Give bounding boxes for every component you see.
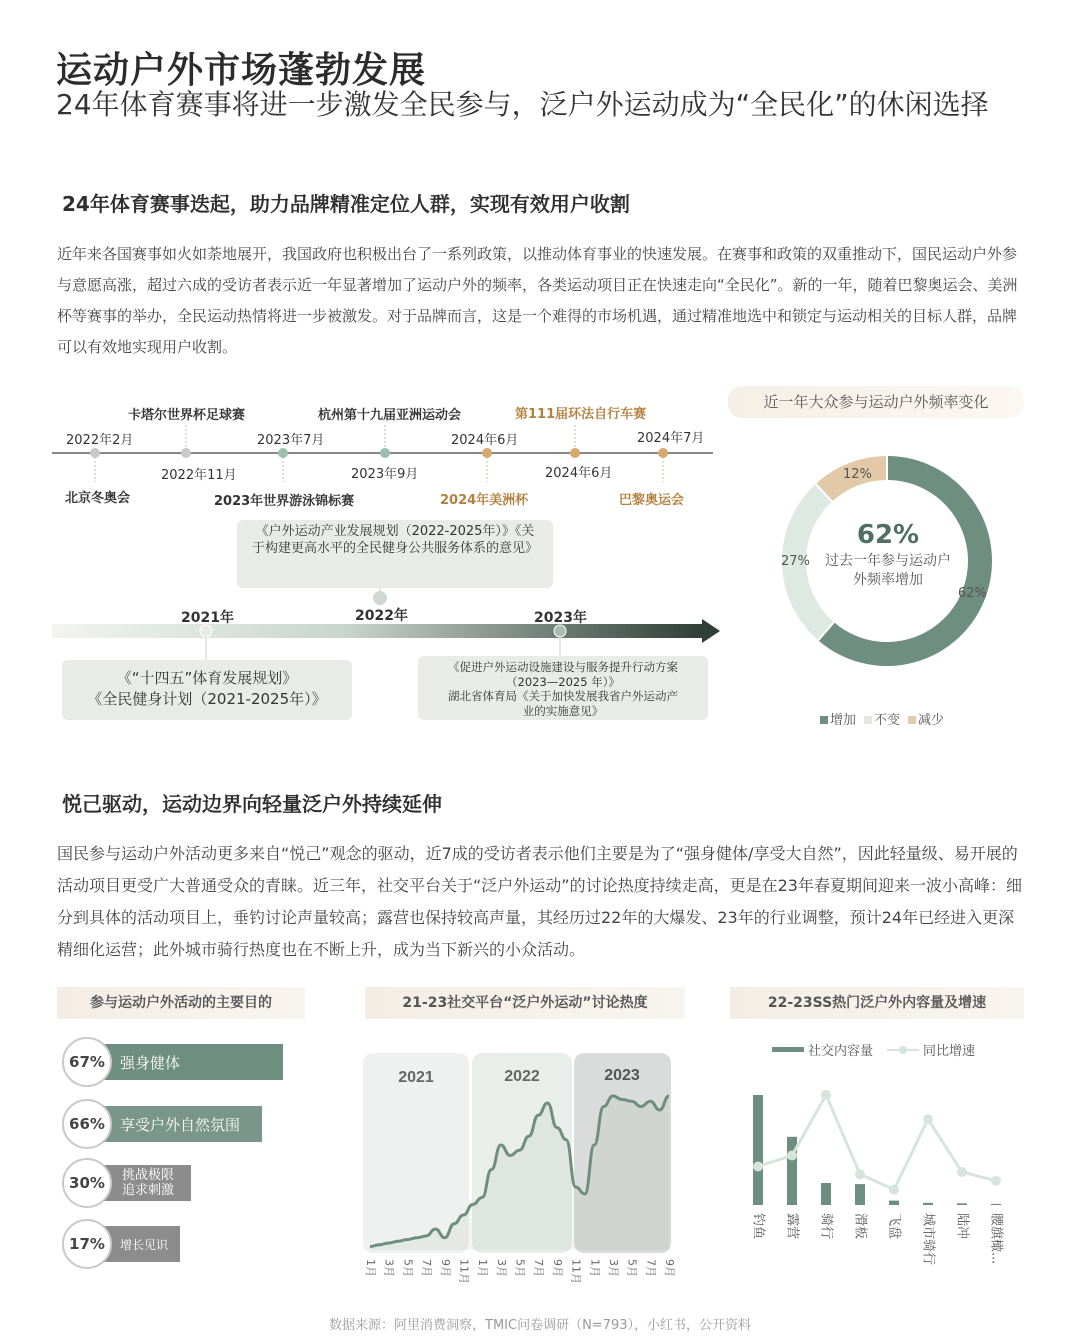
heat-month-label: 7月 (420, 1259, 434, 1277)
legend-growth-swatch (887, 1049, 919, 1051)
heat-month-label: 5月 (513, 1259, 527, 1277)
content-growth-point (957, 1167, 967, 1177)
event-date-asian-games: 2023年9月 (351, 467, 419, 482)
content-category-label: 腰旗橄... (988, 1213, 1004, 1265)
event-name-copa: 2024年美洲杯 (440, 493, 529, 508)
content-bar (957, 1203, 967, 1205)
content-category-label: 露营 (784, 1213, 800, 1240)
legend-volume-swatch (772, 1047, 804, 1052)
content-growth-point (787, 1151, 797, 1161)
heat-month-label: 1月 (476, 1259, 490, 1277)
content-bar (753, 1095, 763, 1205)
content-title: 22-23SS热门泛户外内容量及增速 (730, 987, 1024, 1019)
event-name-swim: 2023年世界游泳锦标赛 (214, 494, 355, 509)
year-2022: 2022年 (355, 608, 408, 624)
event-date-paris: 2024年7月 (637, 431, 705, 446)
purpose-bar-2 (92, 1106, 262, 1142)
section2-paragraph: 国民参与运动户外活动更多来自“悦己”观念的驱动，近7成的受访者表示他们主要是为了“强身健体/享受大自然”，因此轻量级、易开展的活动项目更受广大普通受众的青睐。近三年，社交平台关于“泛户外运动”的讨论热度持续走高，更是在23年春夏期间迎来一波小高峰：细分到具体的活动项目上，垂钓讨论声量较高；露营也保持较高声量，其经历过22年的大爆发、23年的行业调整，预计24年已经进入更深精细化运营；此外城市骑行热度也在不断上升，成为当下新兴的小众活动。 (57, 844, 1022, 959)
purpose-bar-3-label: 挑战极限 追求刺激 (122, 1168, 175, 1198)
purpose-bar-1 (92, 1044, 283, 1080)
heat-month-label: 3月 (382, 1259, 396, 1277)
event-name-tour-de-france: 第111届环法自行车赛 (515, 407, 647, 422)
content-growth-point (855, 1169, 865, 1179)
event-date-tour-de-france: 2024年6月 (545, 466, 613, 481)
content-bar (991, 1204, 1001, 1205)
heat-year-2022: 2022 (504, 1068, 540, 1085)
content-growth-point (821, 1090, 831, 1100)
donut-center-value: 62% (856, 520, 920, 550)
heat-month-label: 9月 (550, 1259, 564, 1277)
purpose-pct-1: 67% (62, 1037, 112, 1087)
heat-month-label: 11月 (457, 1259, 471, 1284)
heat-month-label: 7月 (644, 1259, 658, 1277)
donut-center (820, 520, 956, 590)
event-date-swim: 2023年7月 (257, 433, 325, 448)
event-name-qatar: 卡塔尔世界杯足球赛 (128, 408, 246, 423)
event-name-asian-games: 杭州第十九届亚洲运动会 (318, 408, 462, 423)
heat-month-label: 9月 (663, 1259, 676, 1277)
heat-year-2023: 2023 (604, 1067, 640, 1084)
heat-month-label: 1月 (588, 1259, 602, 1277)
content-category-label: 城市骑行 (920, 1213, 936, 1266)
policy-2023-line3: 湖北省体育局《关于加快发展我省户外运动产 (448, 689, 678, 703)
content-bar (855, 1184, 865, 1205)
heat-month-label: 5月 (625, 1259, 639, 1277)
legend-decrease-swatch (908, 716, 916, 724)
heat-month-label: 11月 (569, 1259, 583, 1284)
data-source: 数据来源：阿里消费洞察，TMIC问卷调研（N=793），小红书，公开资料 (329, 1318, 751, 1333)
content-growth-point (889, 1185, 899, 1195)
content-category-label: 骑行 (818, 1213, 834, 1240)
heat-chart (360, 1045, 680, 1285)
event-name-paris: 巴黎奥运会 (619, 493, 685, 508)
event-date-copa: 2024年6月 (451, 433, 519, 448)
legend-decrease-label: 减少 (918, 713, 945, 728)
content-legend (772, 1040, 975, 1059)
heat-title: 21-23社交平台“泛户外运动”讨论热度 (365, 987, 685, 1019)
section1-paragraph: 近年来各国赛事如火如荼地展开，我国政府也积极出台了一系列政策，以推动体育事业的快速发展。在赛事和政策的双重推动下，国民运动户外参与意愿高涨，超过六成的受访者表示近一年显著增加了运动户外的频率，各类运动项目正在快速走向“全民化”。新的一年，随着巴黎奥运会、美洲杯等赛事的举办，全民运动热情将进一步被激发。对于品牌而言，这是一个难得的市场机遇，通过精准地选中和锁定与运动相关的目标人群，品牌可以有效地实现用户收割。 (57, 245, 1018, 356)
purpose-pct-2: 66% (62, 1099, 112, 1149)
heat-month-label: 5月 (401, 1259, 415, 1277)
legend-same-label: 不变 (874, 713, 901, 728)
content-bar (923, 1203, 933, 1205)
legend-increase-label: 增加 (830, 713, 857, 728)
donut-label-decrease: 12% (843, 467, 872, 482)
purpose-bar-2-label: 享受户外自然氛围 (120, 1115, 241, 1134)
content-growth-point (753, 1162, 763, 1172)
content-bars (753, 1095, 1001, 1205)
donut-center-text: 过去一年参与运动户外频率增加 (825, 553, 951, 588)
heat-month-label: 1月 (364, 1259, 377, 1277)
legend-increase (820, 709, 856, 728)
content-category-label: 陆冲 (954, 1213, 970, 1240)
heat-month-label: 7月 (532, 1259, 546, 1277)
policy-box-2022: 《户外运动产业发展规划（2022-2025年）》《关于构建更高水平的全民健身公共服务体系的意见》 (237, 520, 553, 588)
event-name-beijing: 北京冬奥会 (65, 491, 131, 506)
policy-2023-line2: （2023—2025 年）》 (506, 674, 620, 689)
policy-timeline (0, 510, 730, 725)
content-category-label: 飞盘 (886, 1213, 902, 1240)
heat-month-labels (364, 1259, 676, 1284)
heat-month-label: 3月 (494, 1259, 508, 1277)
legend-increase-swatch (820, 716, 828, 724)
legend-decrease (908, 709, 944, 728)
page-subtitle: 24年体育赛事将进一步激发全民参与，泛户外运动成为“全民化”的休闲选择 (56, 88, 989, 121)
content-bar (821, 1183, 831, 1205)
purpose-chart (62, 1036, 302, 1276)
purpose-bar-1-label: 强身健体 (120, 1053, 181, 1072)
event-timeline (0, 0, 720, 510)
content-growth-point (923, 1114, 933, 1124)
donut-label-increase: 62% (958, 586, 987, 601)
legend-same-swatch (864, 716, 872, 724)
content-bar (889, 1201, 899, 1205)
donut-title: 近一年大众参与运动户外频率变化 (728, 386, 1024, 418)
purpose-title: 参与运动户外活动的主要目的 (57, 987, 305, 1019)
content-category-labels (751, 1213, 1005, 1265)
event-date-qatar: 2022年11月 (161, 468, 237, 483)
heat-month-label: 9月 (438, 1259, 452, 1277)
section1-title: 24年体育赛事迭起，助力品牌精准定位人群，实现有效用户收割 (62, 192, 630, 216)
policy-2021-line1: 《“十四五”体育发展规划》 (116, 669, 298, 687)
policy-box-2021 (62, 660, 352, 720)
content-growth-point (991, 1176, 1001, 1186)
purpose-bar-4-label: 增长见识 (120, 1237, 169, 1252)
donut-label-same: 27% (781, 554, 810, 569)
heat-year-2021: 2021 (398, 1069, 434, 1086)
policy-2023-line4: 业的实施意见》 (522, 703, 604, 718)
content-category-label: 滑板 (852, 1213, 868, 1240)
purpose-pct-4: 17% (62, 1219, 112, 1269)
page-title: 运动户外市场蓬勃发展 (56, 50, 427, 91)
donut-legend (820, 709, 944, 728)
year-2023: 2023年 (534, 610, 587, 626)
policy-2023-line1: 《促进户外运动设施建设与服务提升行动方案 (448, 660, 678, 674)
section2-title: 悦己驱动，运动边界向轻量泛户外持续延伸 (62, 792, 442, 816)
policy-box-2023 (418, 656, 708, 720)
heat-month-label: 3月 (606, 1259, 620, 1277)
legend-volume-label: 社交内容量 (808, 1044, 874, 1059)
year-2021: 2021年 (181, 610, 234, 626)
legend-growth-label: 同比增速 (923, 1044, 976, 1059)
content-category-label: 钓鱼 (750, 1213, 766, 1240)
content-chart (740, 1075, 1030, 1280)
policy-2021-line2: 《全民健身计划（2021-2025年）》 (87, 690, 327, 708)
legend-same (864, 709, 900, 728)
event-date-beijing: 2022年2月 (66, 433, 134, 448)
purpose-pct-3: 30% (62, 1158, 112, 1208)
